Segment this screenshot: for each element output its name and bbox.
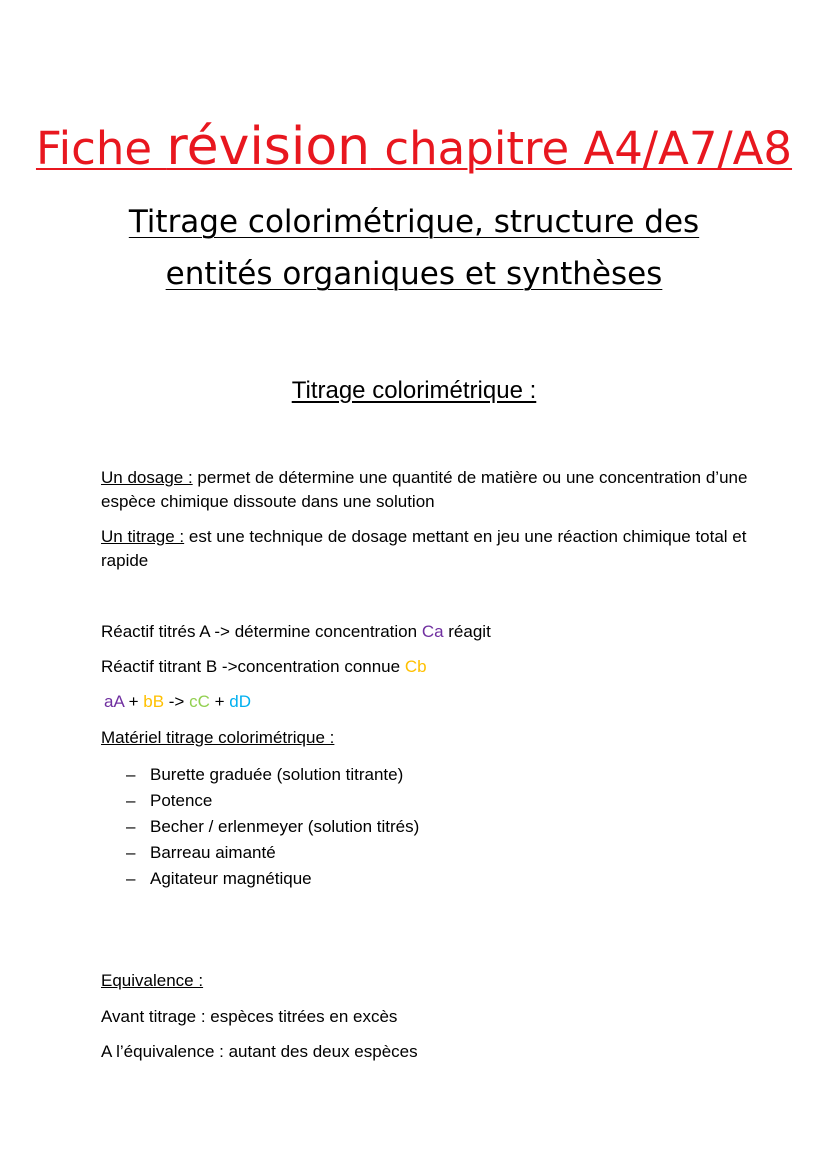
reactif-titres-line <box>101 620 491 644</box>
definition-titrage <box>101 525 761 573</box>
equation-cc: cC <box>189 692 210 711</box>
dash-bullet: – <box>126 843 136 862</box>
materiel-heading: Matériel titrage colorimétrique : <box>101 728 335 747</box>
variable-ca: Ca <box>421 622 444 641</box>
definition-text: est une technique de dosage mettant en jeu une réaction chimique total et rapide <box>101 527 747 570</box>
list-item: – Potence <box>126 788 419 814</box>
dash-bullet: – <box>126 869 136 888</box>
definition-term: Un titrage : <box>101 527 185 546</box>
reactif-titrant-text: Réactif titrant B ->concentration connue <box>101 657 405 676</box>
reactif-titres-text: Réactif titrés A -> détermine concentration <box>101 622 422 641</box>
equation-plus: + <box>123 692 144 711</box>
subtitle-line-2: entités organiques et synthèses <box>165 256 663 292</box>
reactif-titrant-line <box>101 655 427 679</box>
list-item: – Barreau aimanté <box>126 840 419 866</box>
section-heading: Titrage colorimétrique : <box>291 377 537 404</box>
subtitle-line-1: Titrage colorimétrique, structure des <box>128 204 700 240</box>
materiel-list <box>126 762 419 892</box>
definition-term: Un dosage : <box>101 468 193 487</box>
reactif-titres-end: réagit <box>443 622 491 641</box>
equivalence-a-equiv: A l’équivalence : autant des deux espèces <box>101 1042 418 1061</box>
equation-aa: aA <box>104 692 124 711</box>
variable-cb: Cb <box>404 657 427 676</box>
title-part-revision: révision <box>166 117 371 177</box>
definition-text: permet de détermine une quantité de matière ou une concentration d’une espèce chimique dissoute dans une solution <box>101 468 748 511</box>
dash-bullet: – <box>126 817 136 836</box>
list-item: – Becher / erlenmeyer (solution titrés) <box>126 814 419 840</box>
equation-arrow: -> <box>164 692 190 711</box>
list-item: – Agitateur magnétique <box>126 866 419 892</box>
equation-bb: bB <box>143 692 165 711</box>
title-part-chapitre: chapitre A4/A7/A8 <box>370 122 793 175</box>
equivalence-heading: Equivalence : <box>101 971 204 990</box>
equation-plus: + <box>209 692 230 711</box>
equation-dd: dD <box>229 692 251 711</box>
list-item: – Burette graduée (solution titrante) <box>126 762 419 788</box>
definition-dosage <box>101 466 761 514</box>
title-part-fiche: Fiche <box>35 122 167 175</box>
page-title <box>0 112 828 194</box>
dash-bullet: – <box>126 765 136 784</box>
reaction-equation <box>104 690 251 714</box>
dash-bullet: – <box>126 791 136 810</box>
equivalence-avant: Avant titrage : espèces titrées en excès <box>101 1007 398 1026</box>
